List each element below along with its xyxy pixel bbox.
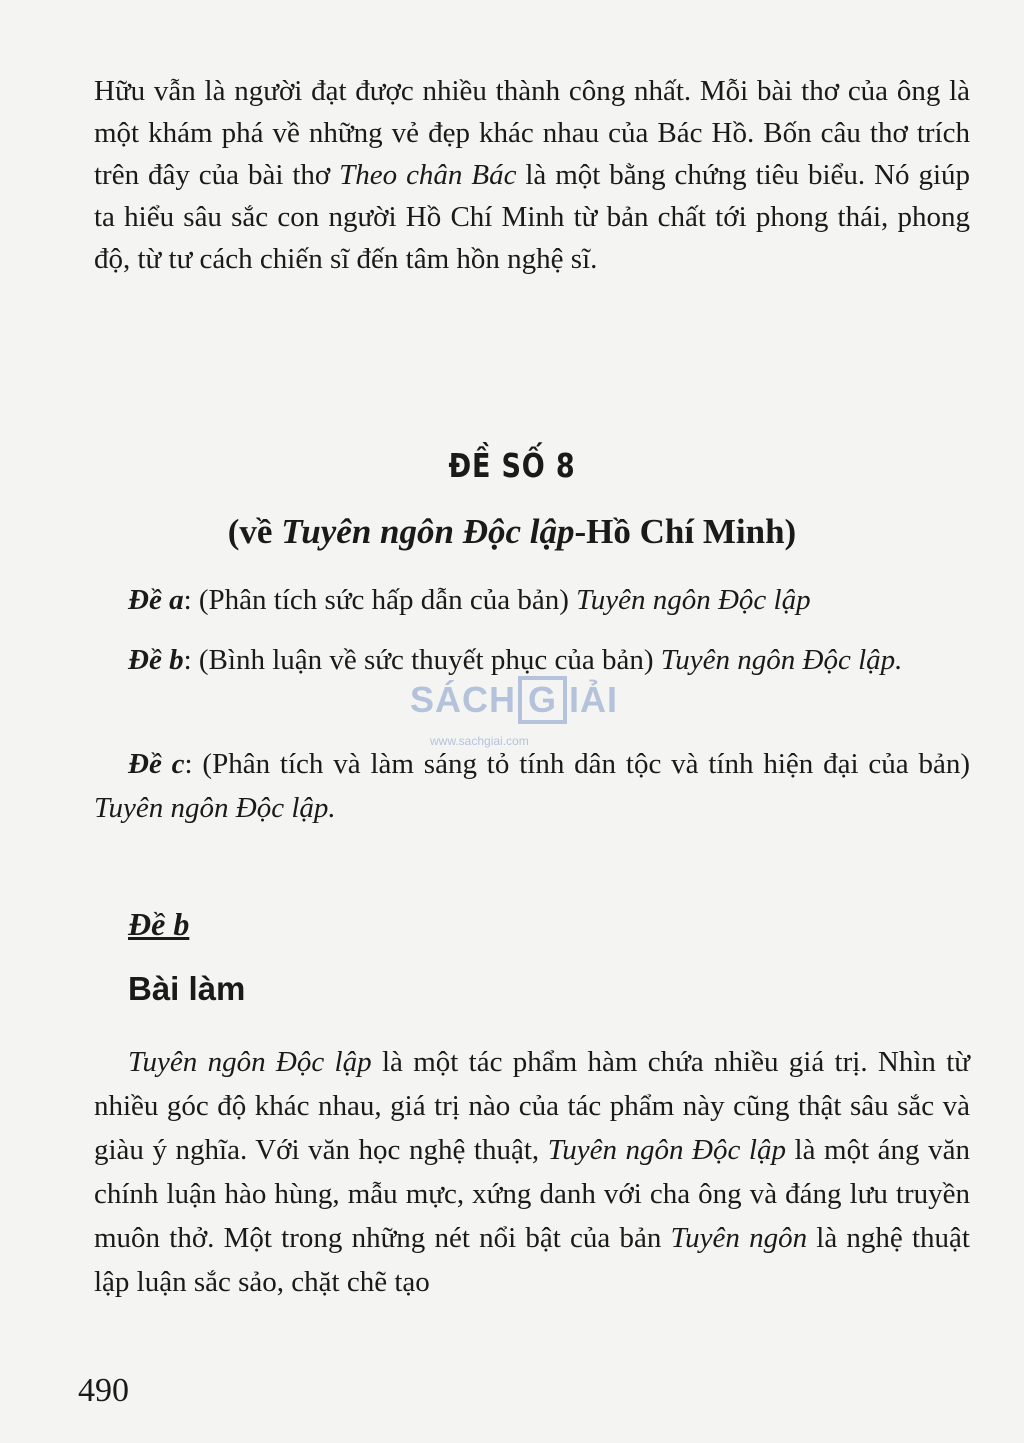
section-label: Đề b <box>128 906 190 942</box>
intro-text-2: là một bằng chứng tiêu biểu. Nó giúp ta hiểu sâu sắc con người Hồ Chí Minh từ bản chất tới phong thái, phong độ, từ tư cách chiến sĩ đến tâm hồn nghệ sĩ. <box>94 159 970 275</box>
essay-work-1: Tuyên ngôn Độc lập <box>128 1046 372 1078</box>
question-c-work: Tuyên ngôn Độc lập. <box>94 792 336 824</box>
question-a <box>94 578 970 622</box>
essay-text-3: là nghệ thuật lập luận sắc sảo, chặt chẽ tạo <box>94 1222 970 1298</box>
intro-text-1: Hữu vẫn là người đạt được nhiều thành công nhất. Mỗi bài thơ của ông là một khám phá về những vẻ đẹp khác nhau của Bác Hồ. Bốn câu thơ trích trên đây của bài thơ <box>94 75 970 191</box>
essay-paragraph <box>94 1040 970 1304</box>
subtitle-pre: (về <box>227 512 282 551</box>
watermark-box: G <box>518 676 567 724</box>
watermark-right: IẢI <box>569 679 619 720</box>
question-c-text: : (Phân tích và làm sáng tỏ tính dân tộc và tính hiện đại của bản) <box>184 748 970 780</box>
question-b-text: : (Bình luận về sức thuyết phục của bản) <box>183 644 661 676</box>
watermark-logo <box>410 676 620 748</box>
essay-text-2: là một áng văn chính luận hào hùng, mẫu mực, xứng danh với cha ông và đáng lưu truyền muôn thở. Một trong những nét nổi bật của bản <box>94 1134 970 1254</box>
essay-work-3: Tuyên ngôn <box>670 1222 808 1254</box>
subtitle-work: Tuyên ngôn Độc lập <box>281 512 575 551</box>
question-a-work: Tuyên ngôn Độc lập <box>576 584 811 616</box>
subtitle-post: -Hồ Chí Minh) <box>574 512 797 551</box>
exam-subtitle <box>0 512 1024 552</box>
exam-title: ĐỀ SỐ 8 <box>448 446 576 485</box>
page-number: 490 <box>78 1372 129 1409</box>
intro-paragraph <box>94 70 970 280</box>
poem-title: Theo chân Bác <box>339 159 517 191</box>
question-a-lead: Đề a <box>128 584 184 616</box>
watermark-url: www.sachgiai.com <box>430 734 529 748</box>
watermark-left: SÁCH <box>410 679 517 720</box>
question-b-work: Tuyên ngôn Độc lập. <box>660 644 903 676</box>
essay-work-2: Tuyên ngôn Độc lập <box>547 1134 786 1166</box>
section-title: Bài làm <box>128 970 246 1007</box>
question-a-text: : (Phân tích sức hấp dẫn của bản) <box>183 584 577 616</box>
essay-text-1: là một tác phẩm hàm chứa nhiều giá trị. Nhìn từ nhiều góc độ khác nhau, giá trị nào của tác phẩm này cũng thật sâu sắc và giàu ý nghĩa. Với văn học nghệ thuật, <box>94 1046 970 1166</box>
question-b-lead: Đề b <box>128 644 184 676</box>
question-c <box>94 742 970 830</box>
question-c-lead: Đề c <box>128 748 185 780</box>
